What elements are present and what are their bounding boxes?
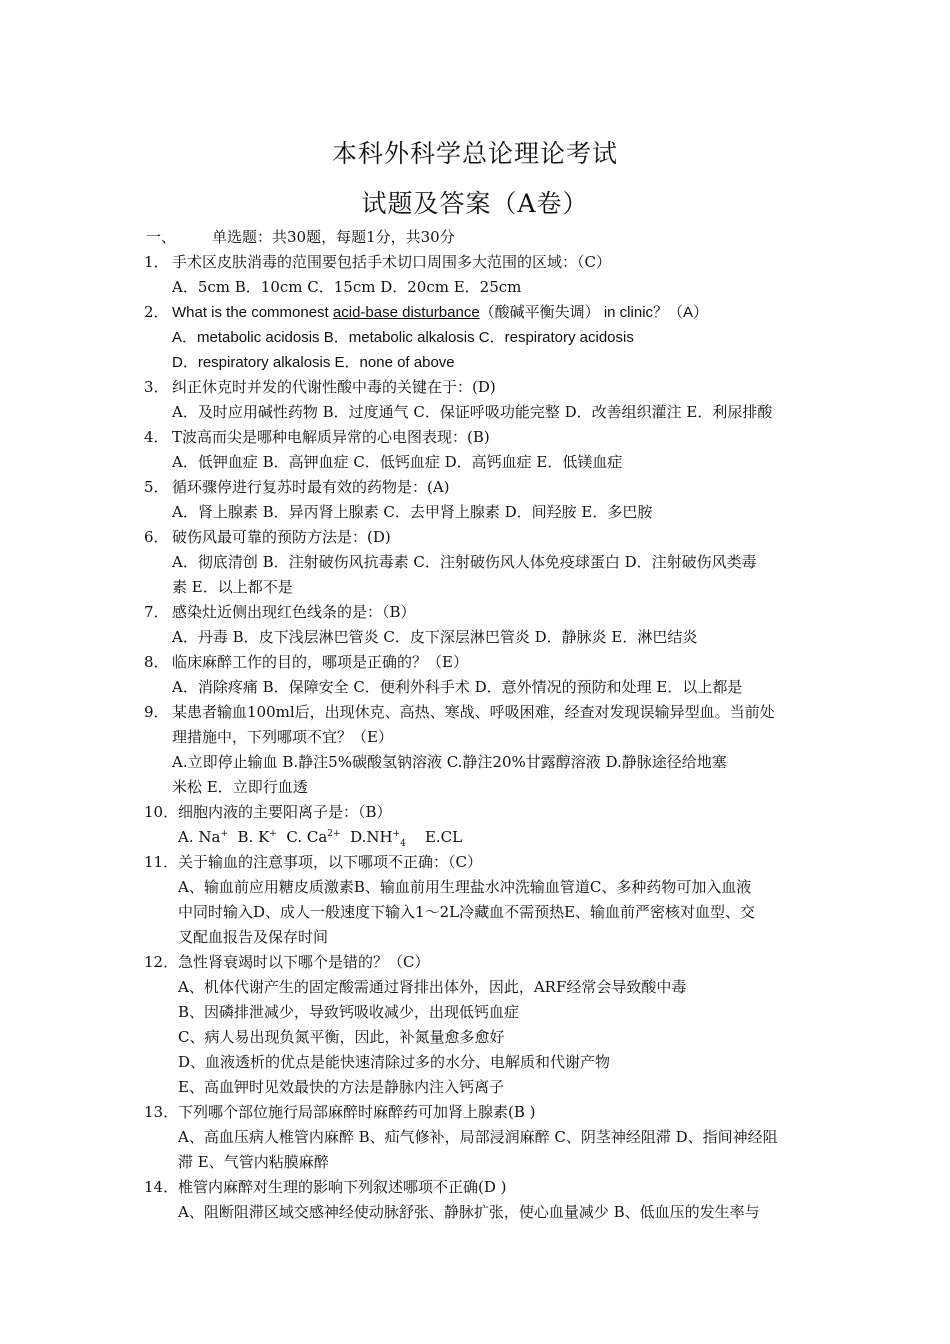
option-line: B、因磷排泄减少，导致钙吸收减少，出现低钙血症 xyxy=(178,1003,520,1021)
option-line: A、阻断阻滞区域交感神经使动脉舒张、静脉扩张，使心血量减少 B、低血压的发生率与 xyxy=(178,1203,760,1221)
question-number: 5． xyxy=(144,478,169,496)
charge-sup: + xyxy=(220,829,228,839)
question-text: 关于输血的注意事项，以下哪项不正确：（C） xyxy=(178,853,482,871)
question-number: 6． xyxy=(144,528,169,546)
option-c: C. Ca xyxy=(286,828,328,846)
question-number: 9． xyxy=(144,703,169,721)
question-text: 感染灶近侧出现红色线条的是：（B） xyxy=(172,603,416,621)
underlined-term: acid-base disturbance xyxy=(332,304,480,321)
question-13 xyxy=(144,1100,814,1175)
question-number: 11． xyxy=(144,853,179,871)
question-4 xyxy=(144,425,814,475)
option-line: 素 E．以上都不是 xyxy=(172,578,293,596)
option-e: E.CL xyxy=(424,828,463,846)
question-text: 某患者输血100ml后，出现休克、高热、寒战、呼吸困难，经查对发现误输异型血。当前处 xyxy=(172,703,775,721)
question-text: 细胞内液的主要阳离子是：（B） xyxy=(178,803,392,821)
option-line: D、血液透析的优点是能快速清除过多的水分、电解质和代谢产物 xyxy=(178,1053,611,1071)
question-number: 8． xyxy=(144,653,169,671)
option-line: A．肾上腺素 B．异丙肾上腺素 C．去甲肾上腺素 D．间羟胺 E．多巴胺 xyxy=(172,503,653,521)
option-line: A、机体代谢产生的固定酸需通过肾排出体外，因此，ARF经常会导致酸中毒 xyxy=(178,978,687,996)
question-text: 下列哪个部位施行局部麻醉时麻醉药可加肾上腺素(B ) xyxy=(178,1103,536,1121)
option-line: A、高血压病人椎管内麻醉 B、疝气修补，局部浸润麻醉 C、阴茎神经阻滞 D、指间神经阻 xyxy=(178,1128,778,1146)
question-number: 2． xyxy=(144,303,169,321)
option-line: A．丹毒 B．皮下浅层淋巴管炎 C．皮下深层淋巴管炎 D．静脉炎 E．淋巴结炎 xyxy=(172,628,698,646)
question-text: 破伤风最可靠的预防方法是：(D) xyxy=(172,528,391,546)
charge-sup: + xyxy=(269,829,277,839)
question-7 xyxy=(144,600,814,650)
option-line: C、病人易出现负氮平衡，因此，补氮量愈多愈好 xyxy=(178,1028,505,1046)
question-number: 14． xyxy=(144,1178,179,1196)
question-number: 4． xyxy=(144,428,169,446)
question-3 xyxy=(144,375,814,425)
question-1 xyxy=(144,250,814,300)
question-number: 1． xyxy=(144,253,169,271)
question-text-part: （酸碱平衡失调） in clinic？（A） xyxy=(479,304,709,321)
option-line: A.立即停止输血 B.静注5%碳酸氢钠溶液 C.静注20%甘露醇溶液 D.静脉途径给地塞 xyxy=(172,753,727,771)
option-line: 滞 E、气管内粘膜麻醉 xyxy=(178,1153,329,1171)
question-11 xyxy=(144,850,814,950)
question-number: 10． xyxy=(144,803,179,821)
option-line: A．5cm B．10cm C．15cm D．20cm E．25cm xyxy=(172,278,522,296)
section-text: 单选题：共30题，每题1分，共30分 xyxy=(212,228,455,246)
question-number: 3． xyxy=(144,378,169,396)
document-subtitle: 试题及答案（A卷） xyxy=(361,189,589,218)
question-text: 急性肾衰竭时以下哪个是错的？（C） xyxy=(178,953,430,971)
question-text: 临床麻醉工作的目的，哪项是正确的？（E） xyxy=(172,653,468,671)
question-number: 13． xyxy=(144,1103,179,1121)
question-text xyxy=(172,300,814,325)
question-9 xyxy=(144,700,814,800)
question-number: 12． xyxy=(144,953,179,971)
question-12 xyxy=(144,950,814,1100)
section-heading xyxy=(146,226,455,247)
option-line: 叉配血报告及保存时间 xyxy=(178,928,329,946)
option-line: A．低钾血症 B．高钾血症 C．低钙血症 D．高钙血症 E．低镁血症 xyxy=(172,453,623,471)
option-line: A、输血前应用糖皮质激素B、输血前用生理盐水冲洗输血管道C、多种药物可加入血液 xyxy=(178,878,752,896)
question-text: 纠正休克时并发的代谢性酸中毒的关键在于：(D) xyxy=(172,378,496,396)
question-5 xyxy=(144,475,814,525)
option-d: D.NH xyxy=(350,828,393,846)
question-14 xyxy=(144,1175,814,1225)
question-text: T波高而尖是哪种电解质异常的心电图表现：(B) xyxy=(172,428,490,446)
option-line: E、高血钾时见效最快的方法是静脉内注入钙离子 xyxy=(178,1078,504,1096)
question-8 xyxy=(144,650,814,700)
question-number: 7． xyxy=(144,603,169,621)
option-line: D．respiratory alkalosis E．none of above xyxy=(172,354,455,371)
question-text-part: What is the commonest xyxy=(172,304,333,321)
option-line: A．metabolic acidosis B．metabolic alkalosis C．respiratory acidosis xyxy=(172,329,634,346)
question-text-continued: 理措施中，下列哪项不宜？（E） xyxy=(172,728,393,746)
option-a: A. Na xyxy=(178,828,221,846)
option-line: A．消除疼痛 B．保障安全 C．便利外科手术 D．意外情况的预防和处理 E．以上都是 xyxy=(172,678,743,696)
question-list xyxy=(144,250,814,1225)
question-text: 手术区皮肤消毒的范围要包括手术切口周围多大范围的区域：（C） xyxy=(172,253,611,271)
option-line xyxy=(178,825,814,850)
option-b: B. K xyxy=(237,828,270,846)
question-6 xyxy=(144,525,814,600)
option-line: A．彻底清创 B．注射破伤风抗毒素 C．注射破伤风人体免疫球蛋白 D．注射破伤风类毒 xyxy=(172,553,757,571)
document-title: 本科外科学总论理论考试 xyxy=(331,139,618,168)
charge-sup: 2+ xyxy=(327,829,341,839)
question-text: 椎管内麻醉对生理的影响下列叙述哪项不正确(D ) xyxy=(178,1178,507,1196)
question-text: 循环骤停进行复苏时最有效的药物是：(A) xyxy=(172,478,450,496)
option-line: A．及时应用碱性药物 B．过度通气 C．保证呼吸功能完整 D．改善组织灌注 E．利尿排酸 xyxy=(172,403,773,421)
option-line: 米松 E．立即行血透 xyxy=(172,778,308,796)
subscript: 4 xyxy=(400,839,406,849)
question-10 xyxy=(144,800,814,850)
section-number: 一、 xyxy=(146,228,177,246)
charge-sup: + xyxy=(392,829,401,839)
question-2 xyxy=(144,300,814,375)
option-line: 中同时输入D、成人一般速度下输入1～2L冷藏血不需预热E、输血前严密核对血型、交 xyxy=(178,903,756,921)
